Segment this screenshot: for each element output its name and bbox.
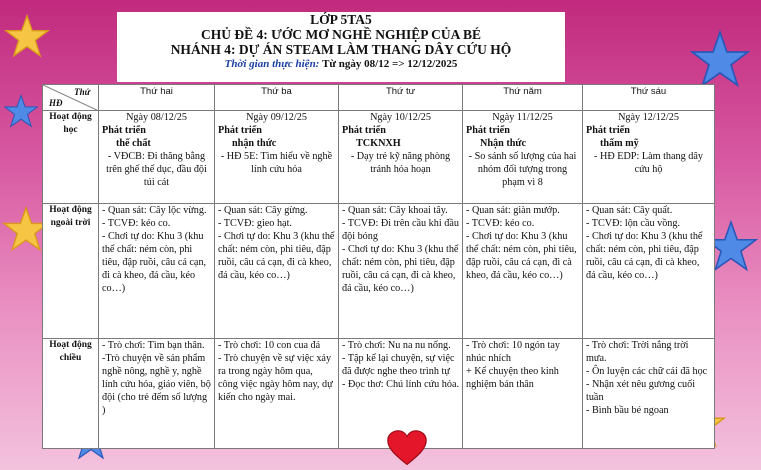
day-header: Thứ ba	[215, 85, 339, 111]
row-label: Hoạt động chiều	[43, 339, 99, 449]
weekly-schedule-table	[42, 84, 715, 449]
cell-date: Ngày 09/12/25	[246, 112, 307, 123]
cell-content: - Trò chơi: Nu na nu nống. - Tập kể lại chuyện, sự việc đã được nghe theo trình tự - Đọc thơ: Chú lính cứu hỏa.	[342, 340, 460, 390]
corner-top-label: Thứ	[74, 87, 90, 97]
schedule-cell	[339, 204, 463, 339]
cell-subject-detail: TCKNXH	[356, 138, 401, 149]
corner-bottom-label: HĐ	[49, 98, 63, 108]
time-range	[117, 57, 565, 71]
cell-content: - HĐ EDP: Làm thang dây cứu hộ	[594, 151, 703, 175]
day-header: Thứ sáu	[583, 85, 715, 111]
cell-subject-detail: Nhận thức	[480, 138, 527, 149]
theme-title: CHỦ ĐỀ 4: ƯỚC MƠ NGHỀ NGHIỆP CỦA BÉ	[200, 27, 481, 42]
yellow-star-icon	[4, 14, 50, 58]
cell-subject-detail: nhận thức	[232, 138, 277, 149]
class-name: LỚP 5TA5	[310, 12, 372, 27]
cell-content: - Quan sát: Cây khoai tây. - TCVĐ: Đi trên cầu khỉ đầu đội bóng - Chơi tự do: Khu 3 (khu thể chất: ném còn, phi tiêu, đập ruồi, câu cá cạn, đi cà kheo, đá cầu, kéo co…)	[342, 205, 459, 294]
cell-subject-detail: thể chất	[116, 138, 151, 149]
cell-content: - Trò chơi: Tìm bạn thân. -Trò chuyện về sản phẩm nghề nông, nghề y, nghề lính cứu hỏa, giáo viên, bộ đội (cho trẻ đếm số lượng )	[102, 340, 211, 416]
table-row	[43, 339, 715, 449]
schedule-cell	[463, 339, 583, 449]
cell-date: Ngày 08/12/25	[126, 112, 187, 123]
cell-date: Ngày 12/12/25	[618, 112, 679, 123]
schedule-cell	[463, 111, 583, 204]
cell-subject: Phát triển	[586, 125, 630, 136]
cell-subject: Phát triển	[342, 125, 386, 136]
blue-star-icon	[690, 30, 750, 88]
schedule-cell	[215, 204, 339, 339]
cell-date: Ngày 10/12/25	[370, 112, 431, 123]
cell-content: - Quan sát: Cây lộc vừng. - TCVĐ: kéo co. - Chơi tự do: Khu 3 (khu thể chất: ném còn, phi tiêu, đập ruồi, câu cá cạn, đi cà kheo, đá cầu, kéo co…)	[102, 205, 207, 294]
row-label: Hoạt động học	[43, 111, 99, 204]
schedule-cell	[339, 111, 463, 204]
branch-title: NHÁNH 4: DỰ ÁN STEAM LÀM THANG DÂY CỨU HỘ	[170, 42, 512, 57]
schedule-cell	[583, 204, 715, 339]
cell-content: - Trò chơi: Trời nắng trời mưa. - Ôn luyện các chữ cái đã học - Nhận xét nêu gương cuối tuần - Bình bầu bé ngoan	[586, 340, 708, 416]
schedule-cell	[99, 111, 215, 204]
cell-subject: Phát triển	[218, 125, 262, 136]
cell-content: - So sánh số lượng của hai nhóm đối tượng trong phạm vi 8	[468, 151, 577, 188]
cell-date: Ngày 11/12/25	[492, 112, 553, 123]
cell-content: - Trò chơi: 10 con cua đá - Trò chuyện về sự việc xảy ra trong ngày hôm qua, công việc ngày hôm nay, dự kiến cho ngày mai.	[218, 340, 333, 403]
schedule-cell	[583, 339, 715, 449]
day-header: Thứ năm	[463, 85, 583, 111]
schedule-cell	[215, 339, 339, 449]
table-row	[43, 204, 715, 339]
table-header-row	[43, 85, 715, 111]
cell-content: - Dạy trẻ kỹ năng phòng tránh hỏa hoạn	[350, 151, 451, 175]
cell-content: - Quan sát: Cây gừng. - TCVĐ: gieo hạt. - Chơi tự do: Khu 3 (khu thể chất: ném còn, phi tiêu, đập ruồi, câu cá cạn, đi cà kheo, đá cầu, kéo co…)	[218, 205, 335, 281]
cell-subject: Phát triển	[466, 125, 510, 136]
corner-cell	[43, 85, 99, 111]
schedule-cell	[463, 204, 583, 339]
plan-header	[117, 12, 565, 82]
cell-content: - Trò chơi: 10 ngón tay nhúc nhích + Kể chuyện theo kinh nghiệm bản thân	[466, 340, 560, 390]
row-label: Hoạt động ngoài trời	[43, 204, 99, 339]
cell-content: - Quan sát: Cây quất. - TCVĐ: lộn cầu vồng. - Chơi tự do: Khu 3 (khu thể chất: ném còn, phi tiêu, đập ruồi, câu cá cạn, đi cà kheo, đá cầu, kéo co…)	[586, 205, 703, 281]
table-row	[43, 111, 715, 204]
heart-icon	[386, 430, 428, 466]
blue-star-icon	[4, 94, 38, 128]
schedule-cell	[99, 204, 215, 339]
cell-content: - Quan sát: giàn mướp. - TCVĐ: kéo co. - Chơi tự do: Khu 3 (khu thể chất: ném còn, phi tiêu, đập ruồi, câu cá cạn, đi cà kheo, đá cầu, kéo co…)	[466, 205, 577, 281]
cell-subject-detail: thẩm mỹ	[600, 138, 639, 149]
cell-content: - HĐ 5E: Tìm hiểu về nghề lính cứu hỏa	[220, 151, 333, 175]
cell-subject: Phát triển	[102, 125, 146, 136]
time-value: Từ ngày 08/12 => 12/12/2025	[322, 58, 458, 70]
day-header: Thứ hai	[99, 85, 215, 111]
cell-content: - VĐCB: Đi thăng bằng trên ghế thể dục, đầu đội túi cát	[106, 151, 207, 188]
day-header: Thứ tư	[339, 85, 463, 111]
schedule-cell	[99, 339, 215, 449]
time-label: Thời gian thực hiện:	[224, 58, 320, 70]
schedule-cell	[583, 111, 715, 204]
schedule-cell	[215, 111, 339, 204]
